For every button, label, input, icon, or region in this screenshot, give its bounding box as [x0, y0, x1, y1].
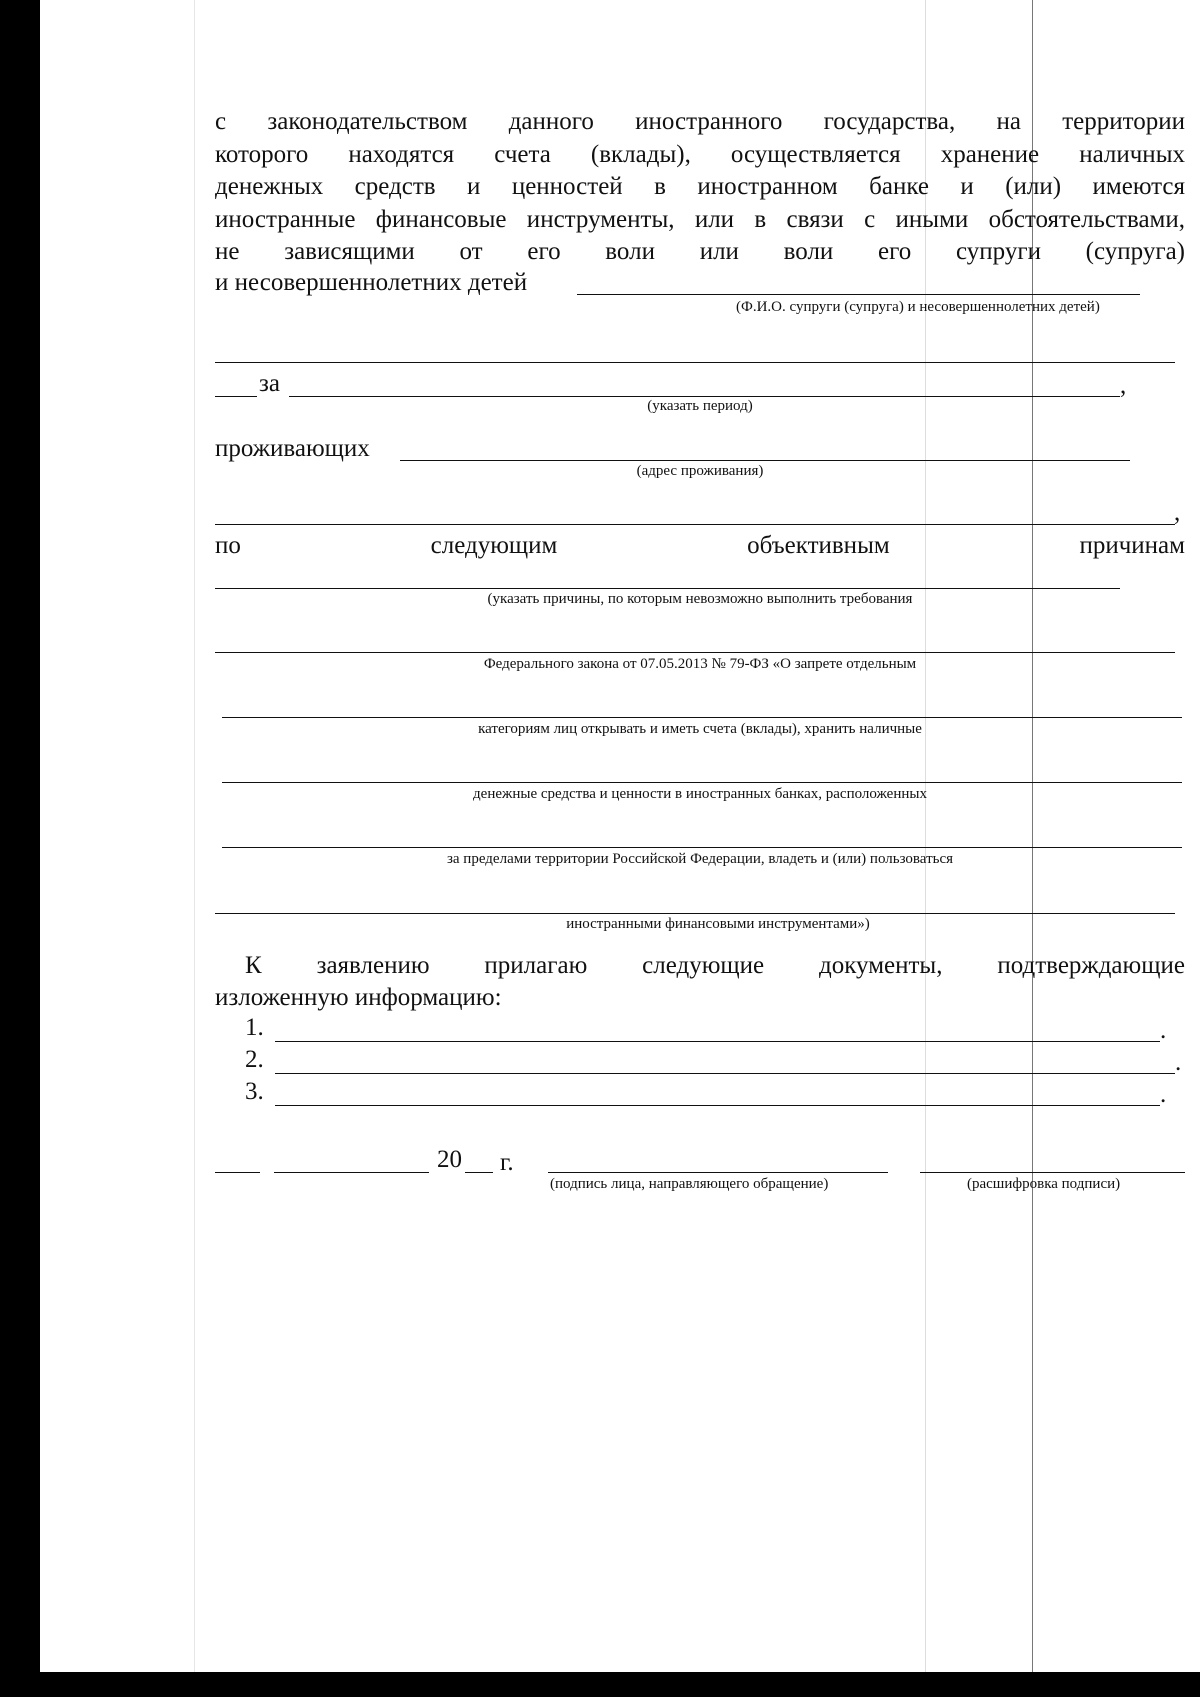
count-field[interactable] [215, 396, 257, 397]
reasons-word: причинам [1079, 532, 1185, 559]
date-month-field[interactable] [274, 1172, 429, 1173]
attach-word: следующие [642, 952, 765, 979]
caption-decode: (расшифровка подписи) [967, 1176, 1121, 1192]
comma: , [1120, 372, 1127, 399]
attachment-end: . [1160, 1017, 1167, 1044]
reason-field[interactable] [222, 782, 1182, 783]
attachment-end: . [1175, 1049, 1182, 1076]
intro-line: не зависящими от его воли или воли его супруги (супруга) [215, 238, 1185, 265]
fio-continuation-field[interactable] [215, 362, 1175, 363]
caption-period: (указать период) [647, 398, 753, 414]
reason-caption: категориям лиц открывать и иметь счета (вклады), хранить наличные [478, 721, 922, 737]
comma: , [1174, 499, 1181, 526]
intro-line: с законодательством данного иностранного государства, на территории [215, 108, 1185, 135]
attach-word: подтверждающие [997, 952, 1185, 979]
intro-paragraph [215, 106, 1185, 269]
date-year-prefix: 20 [437, 1146, 462, 1173]
caption-signature: (подпись лица, направляющего обращение) [550, 1176, 829, 1192]
reason-field[interactable] [222, 717, 1182, 718]
reason-field[interactable] [215, 652, 1175, 653]
address-continuation-field[interactable] [215, 524, 1175, 525]
reason-field[interactable] [215, 588, 1120, 589]
reasons-line [215, 531, 1185, 561]
attach-line [245, 951, 1185, 981]
date-day-field[interactable] [215, 1172, 260, 1173]
caption-address: (адрес проживания) [636, 463, 764, 479]
reasons-word: следующим [430, 532, 558, 559]
attachment-number: 2. [245, 1046, 264, 1073]
reason-caption: за пределами территории Российской Федерации, владеть и (или) пользоваться [446, 851, 954, 867]
attach-line-2: изложенную информацию: [215, 984, 502, 1011]
caption-fio: (Ф.И.О. супруги (супруга) и несовершеннолетних детей) [736, 299, 1100, 315]
date-year-field[interactable] [465, 1172, 493, 1173]
attach-word: документы, [819, 952, 943, 979]
reason-field[interactable] [222, 847, 1182, 848]
residing-label: проживающих [215, 435, 370, 462]
attach-word: прилагаю [484, 952, 588, 979]
intro-line: иностранные финансовые инструменты, или в связи с иными обстоятельствами, [215, 205, 1185, 233]
intro-line: которого находятся счета (вклады), осуществляется хранение наличных [215, 140, 1185, 168]
attachment-field[interactable] [275, 1073, 1175, 1074]
signature-field[interactable] [548, 1172, 888, 1173]
reasons-word: по [215, 532, 241, 559]
address-field[interactable] [400, 460, 1130, 461]
date-suffix: г. [500, 1149, 514, 1176]
attachment-field[interactable] [275, 1041, 1160, 1042]
fio-field[interactable] [577, 294, 1140, 295]
attachment-end: . [1160, 1081, 1167, 1108]
reason-caption: иностранными финансовыми инструментами») [566, 916, 870, 932]
reason-caption: (указать причины, по которым невозможно выполнить требования [487, 591, 913, 607]
attach-word: заявлению [316, 952, 430, 979]
reason-caption: Федерального закона от 07.05.2013 № 79-ФЗ «О запрете отдельным [483, 656, 917, 672]
reason-field[interactable] [215, 913, 1175, 914]
children-label: и несовершеннолетних детей [215, 269, 528, 296]
attachment-number: 3. [245, 1078, 264, 1105]
reasons-word: объективным [747, 532, 890, 559]
za-label: за [259, 370, 280, 397]
intro-line: денежных средств и ценностей в иностранном банке и (или) имеются [215, 173, 1185, 200]
attachment-number: 1. [245, 1014, 264, 1041]
attachment-field[interactable] [275, 1105, 1160, 1106]
reason-caption: денежные средства и ценности в иностранных банках, расположенных [473, 786, 927, 802]
signature-decode-field[interactable] [920, 1172, 1185, 1173]
attach-word: К [245, 952, 262, 979]
